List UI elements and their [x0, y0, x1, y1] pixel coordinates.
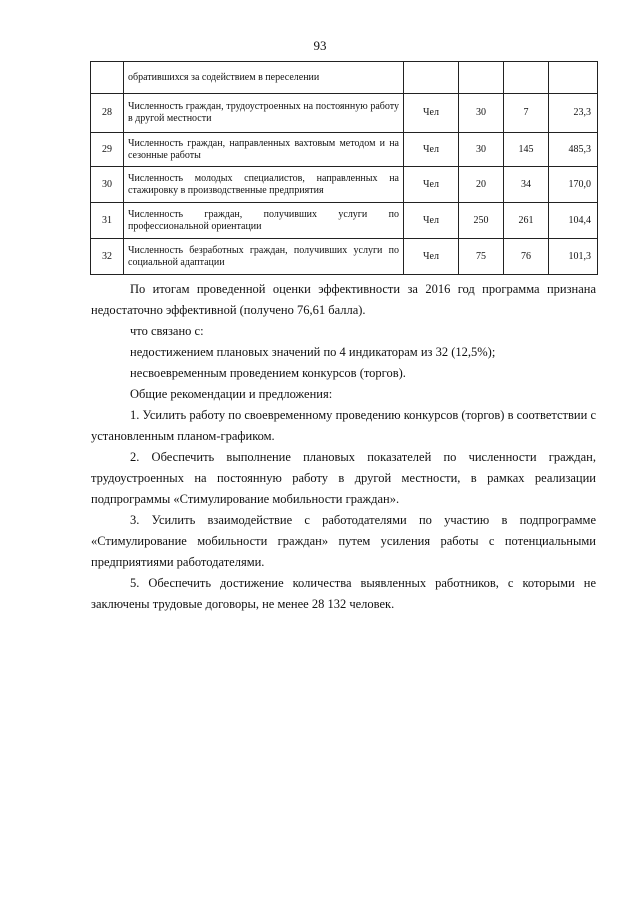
cell-desc: Численность граждан, направленных вахтовым методом и на сезонные работы [124, 133, 404, 167]
table-row [91, 94, 598, 133]
paragraph-reason-2: несвоевременным проведением конкурсов (торгов). [130, 366, 406, 380]
cell-unit: Чел [404, 239, 459, 275]
cell-plan: 250 [459, 203, 504, 239]
paragraph-conclusion: По итогам проведенной оценки эффективности за 2016 год программа признана недостаточно эффективной (получено 76,61 балла). [91, 282, 596, 317]
cell-fact: 76 [504, 239, 549, 275]
cell-plan: 20 [459, 167, 504, 203]
table-row [91, 62, 598, 94]
cell-plan: 75 [459, 239, 504, 275]
table-row [91, 203, 598, 239]
cell-num: 30 [91, 167, 124, 203]
paragraph-reasons-intro: что связано с: [130, 324, 204, 338]
page-number: 93 [313, 38, 327, 53]
table-row [91, 167, 598, 203]
cell-percent: 104,4 [549, 203, 598, 239]
cell-percent: 101,3 [549, 239, 598, 275]
cell-percent: 170,0 [549, 167, 598, 203]
cell-num: 32 [91, 239, 124, 275]
cell-desc: Численность граждан, получивших услуги по профессиональной ориентации [124, 203, 404, 239]
table-row [91, 133, 598, 167]
table-row [91, 239, 598, 275]
cell-plan: 30 [459, 133, 504, 167]
cell-percent: 23,3 [549, 94, 598, 133]
paragraph-recommendation-5: 5. Обеспечить достижение количества выявленных работников, с которыми не заключены трудовые договоры, не менее 28 132 человек. [91, 576, 596, 611]
paragraph-reason-1: недостижением плановых значений по 4 индикаторам из 32 (12,5%); [130, 345, 496, 359]
cell-percent [549, 62, 598, 94]
cell-plan: 30 [459, 94, 504, 133]
cell-unit: Чел [404, 203, 459, 239]
cell-fact: 145 [504, 133, 549, 167]
paragraph-recommendation-2: 2. Обеспечить выполнение плановых показателей по численности граждан, трудоустроенных на постоянную работу в другой местности, в рамках реализации подпрограммы «Стимулирование мобильности граждан». [91, 450, 596, 506]
paragraph-recommendation-1: 1. Усилить работу по своевременному проведению конкурсов (торгов) в соответствии с установленным планом-графиком. [91, 408, 596, 443]
cell-unit [404, 62, 459, 94]
body-text [91, 279, 596, 615]
cell-fact: 261 [504, 203, 549, 239]
cell-unit: Чел [404, 94, 459, 133]
paragraph-recommendations-heading: Общие рекомендации и предложения: [130, 387, 333, 401]
cell-unit: Чел [404, 167, 459, 203]
cell-num: 31 [91, 203, 124, 239]
cell-fact [504, 62, 549, 94]
paragraph-recommendation-3: 3. Усилить взаимодействие с работодателями по участию в подпрограмме «Стимулирование мобильности граждан» путем усиления работы с потенциальными предприятиями работодателями. [91, 513, 596, 569]
indicators-table [90, 61, 598, 275]
cell-desc: Численность граждан, трудоустроенных на постоянную работу в другой местности [124, 94, 404, 133]
cell-desc: Численность молодых специалистов, направленных на стажировку в производственные предприятия [124, 167, 404, 203]
cell-percent: 485,3 [549, 133, 598, 167]
cell-plan [459, 62, 504, 94]
cell-fact: 7 [504, 94, 549, 133]
cell-num: 29 [91, 133, 124, 167]
cell-num [91, 62, 124, 94]
cell-fact: 34 [504, 167, 549, 203]
cell-desc: Численность безработных граждан, получивших услуги по социальной адаптации [124, 239, 404, 275]
cell-unit: Чел [404, 133, 459, 167]
cell-desc: обратившихся за содействием в переселении [124, 62, 404, 94]
cell-num: 28 [91, 94, 124, 133]
